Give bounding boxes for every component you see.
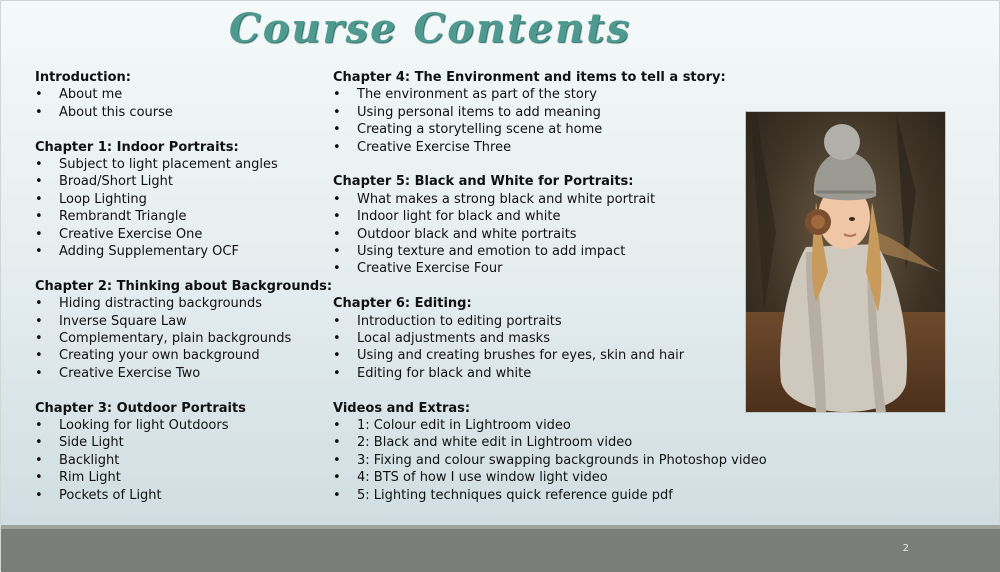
list-item [35, 469, 325, 486]
list-item-text: Complementary, plain backgrounds [59, 331, 292, 347]
list-item-text: Hiding distracting backgrounds [59, 296, 263, 312]
list-item [35, 452, 325, 469]
list-item [333, 86, 733, 103]
list-item-text: Outdoor black and white portraits [357, 226, 577, 242]
list-item [333, 226, 733, 243]
list-item-text: Creating your own background [59, 348, 260, 364]
bullet-icon: • [333, 87, 341, 103]
list-item-text: Loop Lighting [59, 191, 147, 207]
list-item-text: About me [59, 87, 123, 103]
list-item-text: Creative Exercise Two [59, 365, 201, 381]
list-item [333, 104, 733, 121]
list-item [35, 104, 325, 121]
list-item-text: About this course [59, 104, 173, 120]
bullet-icon: • [35, 452, 43, 468]
bullet-icon: • [333, 418, 341, 434]
list-item [333, 347, 733, 364]
list-item [333, 191, 733, 208]
section [333, 173, 733, 277]
list-item-text: Adding Supplementary OCF [59, 244, 239, 260]
list-item-text: Local adjustments and masks [357, 331, 550, 347]
list-item-text: Rim Light [59, 470, 121, 486]
list-item [333, 208, 733, 225]
list-item-text: 3: Fixing and colour swapping backgrounds in Photoshop video [357, 452, 767, 468]
list-item [35, 365, 325, 382]
list-item-text: Pockets of Light [59, 487, 162, 503]
list-item [333, 139, 733, 156]
bullet-icon: • [333, 348, 341, 364]
bullet-icon: • [333, 313, 341, 329]
list-item [35, 487, 325, 504]
list-item-text: Using personal items to add meaning [357, 104, 601, 120]
bullet-icon: • [35, 487, 43, 503]
list-item-text: Creative Exercise Four [357, 261, 503, 277]
slide-footer [1, 525, 1000, 572]
list-item-text: Subject to light placement angles [59, 157, 278, 173]
list-item [333, 121, 733, 138]
list-item [35, 243, 325, 260]
section-title: Chapter 2: Thinking about Backgrounds: [35, 278, 333, 294]
bullet-icon: • [35, 226, 43, 242]
list-item-text: 4: BTS of how I use window light video [357, 470, 608, 486]
section [35, 278, 333, 382]
bullet-icon: • [333, 209, 341, 225]
list-item-text: Rembrandt Triangle [59, 209, 187, 225]
bullet-icon: • [35, 348, 43, 364]
bullet-icon: • [333, 452, 341, 468]
list-item-text: Creative Exercise Three [357, 139, 512, 155]
portrait-photo [745, 111, 946, 413]
bullet-icon: • [35, 209, 43, 225]
section-title: Chapter 1: Indoor Portraits: [35, 139, 239, 155]
list-item [35, 156, 325, 173]
list-item-text: Using texture and emotion to add impact [357, 244, 626, 260]
list-item [333, 330, 733, 347]
list-item [333, 417, 733, 434]
list-item [35, 330, 325, 347]
section [333, 400, 767, 504]
list-item [333, 260, 733, 277]
list-item [35, 86, 325, 103]
list-item [333, 365, 733, 382]
bullet-icon: • [333, 139, 341, 155]
bullet-icon: • [35, 331, 43, 347]
list-item-text: Side Light [59, 435, 124, 451]
section-title: Chapter 3: Outdoor Portraits [35, 400, 246, 416]
bullet-icon: • [35, 435, 43, 451]
bullet-icon: • [333, 122, 341, 138]
bullet-icon: • [333, 331, 341, 347]
bullet-icon: • [333, 244, 341, 260]
list-item [333, 487, 733, 504]
list-item [35, 226, 325, 243]
list-item [333, 469, 733, 486]
list-item-text: Using and creating brushes for eyes, skin and hair [357, 348, 685, 364]
list-item-text: Inverse Square Law [59, 313, 187, 329]
section [35, 139, 325, 261]
left-column [35, 69, 333, 522]
list-item [35, 295, 325, 312]
page-number: 2 [902, 543, 909, 554]
list-item [35, 434, 325, 451]
bullet-icon: • [35, 470, 43, 486]
bullet-icon: • [35, 365, 43, 381]
section-title: Chapter 6: Editing: [333, 296, 472, 312]
list-item-text: 2: Black and white edit in Lightroom video [357, 435, 633, 451]
section-title: Chapter 4: The Environment and items to tell a story: [333, 70, 726, 85]
list-item [333, 313, 733, 330]
bullet-icon: • [35, 244, 43, 260]
list-item [35, 208, 325, 225]
bullet-icon: • [333, 470, 341, 486]
list-item [35, 173, 325, 190]
list-item-text: Editing for black and white [357, 365, 532, 381]
list-item-text: The environment as part of the story [357, 87, 597, 103]
list-item [35, 417, 325, 434]
bullet-icon: • [333, 191, 341, 207]
list-item-text: Backlight [59, 452, 120, 468]
section [333, 295, 733, 382]
bullet-icon: • [333, 365, 341, 381]
list-item [35, 313, 325, 330]
bullet-icon: • [333, 226, 341, 242]
bullet-icon: • [35, 174, 43, 190]
girl-portrait-illustration [746, 112, 946, 413]
section-title: Introduction: [35, 70, 131, 85]
list-item [35, 347, 325, 364]
list-item [35, 191, 325, 208]
bullet-icon: • [333, 435, 341, 451]
bullet-icon: • [333, 104, 341, 120]
list-item [333, 434, 733, 451]
bullet-icon: • [35, 313, 43, 329]
list-item-text: Broad/Short Light [59, 174, 173, 190]
list-item-text: Creating a storytelling scene at home [357, 122, 603, 138]
section-title: Videos and Extras: [333, 400, 471, 416]
list-item-text: Creative Exercise One [59, 226, 203, 242]
section [35, 400, 325, 504]
middle-column [333, 69, 767, 522]
list-item [333, 452, 767, 469]
list-item [333, 243, 733, 260]
list-item-text: Introduction to editing portraits [357, 313, 562, 329]
list-item-text: Indoor light for black and white [357, 209, 561, 225]
bullet-icon: • [35, 87, 43, 103]
list-item-text: 5: Lighting techniques quick reference guide pdf [357, 487, 673, 503]
bullet-icon: • [35, 418, 43, 434]
list-item-text: Looking for light Outdoors [59, 418, 229, 434]
section [35, 69, 325, 121]
bullet-icon: • [35, 191, 43, 207]
section-title: Chapter 5: Black and White for Portraits: [333, 174, 634, 190]
section [333, 69, 733, 156]
bullet-icon: • [333, 261, 341, 277]
bullet-icon: • [35, 104, 43, 120]
bullet-icon: • [35, 296, 43, 312]
list-item-text: What makes a strong black and white portrait [357, 191, 656, 207]
list-item-text: 1: Colour edit in Lightroom video [357, 418, 571, 434]
bullet-icon: • [333, 487, 341, 503]
slide-title: Course Contents [228, 5, 632, 52]
bullet-icon: • [35, 157, 43, 173]
